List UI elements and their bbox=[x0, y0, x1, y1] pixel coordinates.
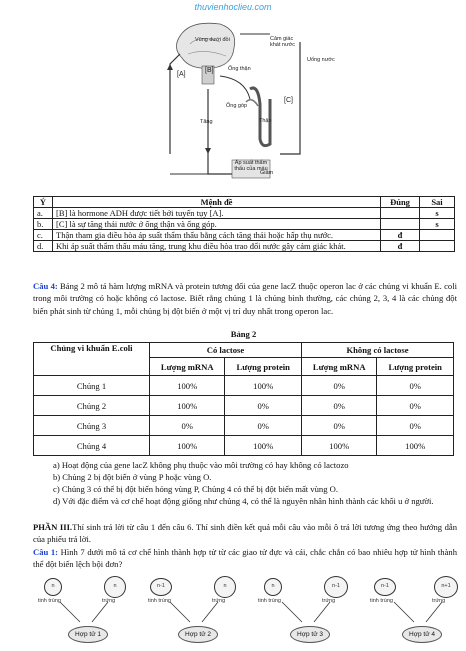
zygote-1: Hợp tử 1 bbox=[68, 626, 108, 643]
th-menh-de: Mệnh đề bbox=[53, 197, 381, 208]
statement-c: c) Chủng 3 có thể bị đột biến hỏng vùng P, Chủng 4 có thể bị đột biến mất vùng O. bbox=[53, 484, 338, 494]
label-uong-nuoc: Uống nước bbox=[307, 57, 335, 63]
zygote-figure bbox=[30, 572, 460, 648]
statement-b: b) Chủng 2 bị đột biến ở vùng P hoặc vùng O. bbox=[53, 472, 212, 482]
egg-icon: n bbox=[214, 576, 236, 598]
table-row bbox=[34, 396, 454, 416]
label-b: [B] bbox=[205, 67, 214, 74]
table-row bbox=[34, 416, 454, 436]
th-co-lactose: Có lactose bbox=[150, 343, 302, 358]
th-khong-lactose: Không có lactose bbox=[301, 343, 453, 358]
cau1-label: Câu 1: bbox=[33, 547, 59, 557]
cell: 100% bbox=[301, 436, 376, 456]
cau4-paragraph bbox=[33, 280, 457, 317]
label-cam-giac-khat: Cảm giác khát nước bbox=[270, 36, 296, 48]
phan3-paragraph bbox=[33, 521, 457, 546]
label-ap-suat: Áp suất thẩm thấu của máu bbox=[234, 160, 268, 172]
table-row bbox=[34, 241, 455, 252]
sperm-icon: n-1 bbox=[374, 578, 396, 596]
row-sai bbox=[420, 230, 455, 241]
cell: 0% bbox=[377, 416, 454, 436]
th-dung: Đúng bbox=[381, 197, 420, 208]
cell: 100% bbox=[225, 436, 302, 456]
cell: 100% bbox=[150, 376, 225, 396]
watermark: thuvienhoclieu.com bbox=[194, 2, 272, 12]
row-sai: s bbox=[420, 208, 455, 219]
strain-name: Chủng 1 bbox=[34, 376, 150, 396]
sperm-icon: n bbox=[264, 578, 282, 596]
th-strain: Chủng vi khuẩn E.coli bbox=[34, 343, 150, 376]
cau1-paragraph bbox=[33, 546, 457, 571]
cell: 100% bbox=[150, 396, 225, 416]
row-id: c. bbox=[34, 230, 53, 241]
row-id: d. bbox=[34, 241, 53, 252]
th-mrna-1: Lượng mRNA bbox=[150, 358, 225, 376]
trung-label: trứng bbox=[212, 598, 226, 604]
phan3-text: Thí sinh trả lời từ câu 1 đến câu 6. Thí sinh điền kết quả mỗi câu vào mỗi ô trả lời tương ứng theo hướng dẫn của phiếu trả lời. bbox=[33, 522, 457, 545]
table-row bbox=[34, 230, 455, 241]
table2-title: Bảng 2 bbox=[230, 329, 257, 339]
trung-label: trứng bbox=[102, 598, 116, 604]
row-dung: đ bbox=[381, 241, 420, 252]
row-text: Thận tham gia điều hòa áp suất thẩm thấu bằng cách tăng thải hoặc hấp thụ nước. bbox=[53, 230, 381, 241]
th-y: Ý bbox=[34, 197, 53, 208]
table-row bbox=[34, 376, 454, 396]
row-id: b. bbox=[34, 219, 53, 230]
label-tang: Tăng bbox=[200, 119, 213, 125]
tinh-trung-label: tinh trùng bbox=[258, 598, 281, 604]
cau4-label: Câu 4: bbox=[33, 281, 58, 291]
sperm-icon: n-1 bbox=[150, 578, 172, 596]
row-sai bbox=[420, 241, 455, 252]
cell: 0% bbox=[225, 396, 302, 416]
th-sai: Sai bbox=[420, 197, 455, 208]
strain-name: Chủng 4 bbox=[34, 436, 150, 456]
cau1-text: Hình 7 dưới mô tả cơ chế hình thành hợp tử từ các giao tử đực và cái, chắc chắn có bao nhiêu hợp tử hình thành thể đột biến lệch bội đơn? bbox=[33, 547, 458, 570]
sperm-icon: n bbox=[44, 578, 62, 596]
phan3-label: PHẦN III. bbox=[33, 522, 73, 532]
tinh-trung-label: tinh trùng bbox=[370, 598, 393, 604]
row-dung bbox=[381, 219, 420, 230]
tinh-trung-label: tinh trùng bbox=[38, 598, 61, 604]
zygote-2: Hợp tử 2 bbox=[178, 626, 218, 643]
label-giam: Giảm bbox=[260, 170, 274, 176]
cell: 0% bbox=[377, 396, 454, 416]
strain-table bbox=[33, 342, 454, 456]
cau4-text: Bảng 2 mô tả hàm lượng mRNA và protein tương đối của gene lacZ thuộc operon lac ở các chủng vi khuẩn E. coli trong môi trường có hoặc không có lactose. Biết rằng chủng 1 là chủng bình thường, các chủng 2, 3, 4 là các chủng đột biến phát sinh từ chủng 1, mỗi chủng bị đột biến ở một vị trí duy nhất trong operon lac. bbox=[33, 281, 457, 316]
egg-icon: n+1 bbox=[434, 576, 458, 598]
th-mrna-2: Lượng mRNA bbox=[301, 358, 376, 376]
row-dung: đ bbox=[381, 230, 420, 241]
tinh-trung-label: tinh trùng bbox=[148, 598, 171, 604]
egg-icon: n-1 bbox=[324, 576, 348, 598]
cell: 0% bbox=[301, 376, 376, 396]
row-id: a. bbox=[34, 208, 53, 219]
strain-name: Chủng 3 bbox=[34, 416, 150, 436]
label-than: Thận bbox=[259, 118, 272, 124]
label-vung-duoi-doi: Vùng dưới đồi bbox=[195, 37, 230, 43]
cell: 0% bbox=[301, 416, 376, 436]
cell: 0% bbox=[150, 416, 225, 436]
statement-a: a) Hoạt động của gene lacZ không phụ thuộc vào môi trường có hay không có lactozo bbox=[53, 460, 349, 470]
table-row bbox=[34, 219, 455, 230]
cell: 0% bbox=[225, 416, 302, 436]
cell: 100% bbox=[150, 436, 225, 456]
strain-name: Chủng 2 bbox=[34, 396, 150, 416]
zygote-3: Hợp tử 3 bbox=[290, 626, 330, 643]
label-c: [C] bbox=[284, 97, 293, 104]
statement-table bbox=[33, 196, 455, 252]
adh-diagram bbox=[150, 14, 350, 184]
row-sai: s bbox=[420, 219, 455, 230]
row-dung bbox=[381, 208, 420, 219]
trung-label: trứng bbox=[322, 598, 336, 604]
cell: 0% bbox=[377, 376, 454, 396]
statement-d: d) Với đặc điểm và cơ chế hoạt động giống như chủng 4, có thể là nguyên nhân hình thành các khối u ở người. bbox=[53, 496, 434, 506]
label-ong-gop: Ống góp bbox=[226, 103, 248, 109]
label-a: [A] bbox=[177, 71, 186, 78]
trung-label: trứng bbox=[432, 598, 446, 604]
th-protein-2: Lượng protein bbox=[377, 358, 454, 376]
table-row bbox=[34, 208, 455, 219]
zygote-4: Hợp tử 4 bbox=[402, 626, 442, 643]
row-text: [B] là hormone ADH được tiết bởi tuyến tụy [A]. bbox=[53, 208, 381, 219]
table-row bbox=[34, 436, 454, 456]
cell: 100% bbox=[225, 376, 302, 396]
th-protein-1: Lượng protein bbox=[225, 358, 302, 376]
cell: 100% bbox=[377, 436, 454, 456]
label-ong-than: Ống thận bbox=[228, 66, 251, 72]
row-text: Khi áp suất thẩm thấu máu tăng, trung khu điều hòa trao đổi nước gây cảm giác khát. bbox=[53, 241, 381, 252]
row-text: [C] là sự tăng thải nước ở ống thận và ống góp. bbox=[53, 219, 381, 230]
egg-icon: n bbox=[104, 576, 126, 598]
cell: 0% bbox=[301, 396, 376, 416]
